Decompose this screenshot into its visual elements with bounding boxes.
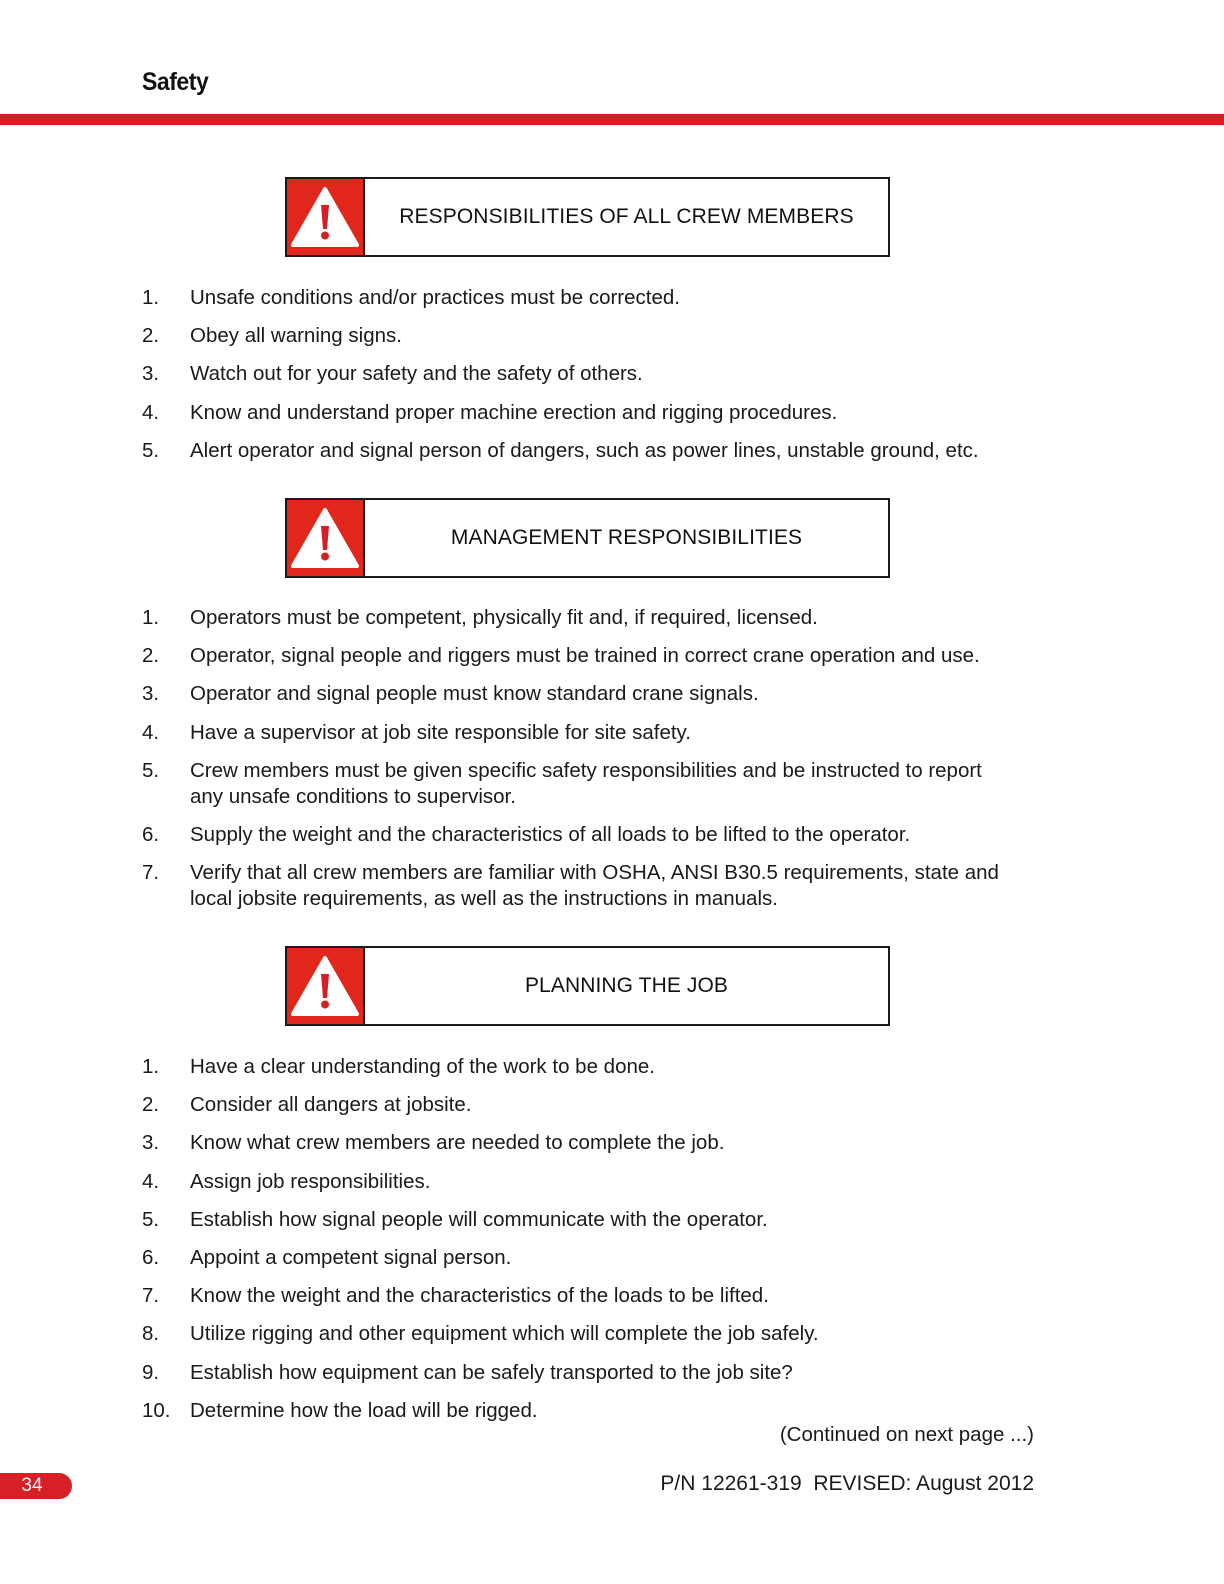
item-text: Have a supervisor at job site responsible for site safety. bbox=[190, 720, 691, 744]
list-item bbox=[142, 1283, 1042, 1309]
planning-job-list bbox=[142, 1054, 1042, 1436]
item-number: 5. bbox=[142, 758, 160, 782]
item-text: Appoint a competent signal person. bbox=[190, 1245, 512, 1269]
continued-note: (Continued on next page ...) bbox=[779, 1423, 1034, 1446]
header-rule bbox=[0, 114, 1224, 125]
item-number: 7. bbox=[142, 861, 160, 885]
item-text: Determine how the load will be rigged. bbox=[190, 1398, 538, 1422]
list-item bbox=[142, 860, 1042, 912]
list-item bbox=[142, 285, 1042, 311]
item-text: Crew members must be given specific safety responsibilities and be instructed to report any unsafe conditions to supervisor. bbox=[190, 758, 982, 808]
list-item bbox=[142, 1130, 1042, 1156]
list-item bbox=[142, 822, 1042, 848]
item-text: Verify that all crew members are familiar with OSHA, ANSI B30.5 requirements, state and local jobsite requirements, as well as the instructions in manuals. bbox=[190, 861, 999, 911]
list-item bbox=[142, 1207, 1042, 1233]
list-item bbox=[142, 1092, 1042, 1118]
warning-triangle-icon bbox=[290, 185, 360, 249]
item-number: 6. bbox=[142, 1245, 160, 1269]
warning-title: RESPONSIBILITIES OF ALL CREW MEMBERS bbox=[399, 205, 854, 228]
warning-icon-cell bbox=[287, 179, 365, 255]
item-text: Unsafe conditions and/or practices must be corrected. bbox=[190, 286, 680, 309]
item-text: Consider all dangers at jobsite. bbox=[190, 1093, 472, 1117]
item-text: Know and understand proper machine erection and rigging procedures. bbox=[190, 400, 838, 424]
item-number: 5. bbox=[142, 1207, 160, 1231]
item-number: 4. bbox=[142, 400, 160, 424]
item-text: Have a clear understanding of the work to be done. bbox=[190, 1055, 655, 1078]
item-text: Obey all warning signs. bbox=[190, 324, 402, 348]
list-item bbox=[142, 361, 1042, 387]
list-item bbox=[142, 323, 1042, 349]
page-section-title: Safety bbox=[142, 68, 209, 96]
list-item bbox=[142, 438, 1042, 464]
item-number: 2. bbox=[142, 644, 160, 668]
warning-title: PLANNING THE JOB bbox=[524, 974, 729, 997]
item-number: 4. bbox=[142, 720, 160, 744]
list-item bbox=[142, 1398, 1042, 1424]
list-item bbox=[142, 1169, 1042, 1195]
item-text: Operator, signal people and riggers must be trained in correct crane operation and use. bbox=[190, 644, 980, 668]
item-text: Know the weight and the characteristics of the loads to be lifted. bbox=[190, 1284, 769, 1308]
page-number-badge: 34 bbox=[0, 1473, 72, 1499]
list-item bbox=[142, 605, 1042, 631]
warning-triangle-icon bbox=[290, 506, 360, 570]
item-number: 2. bbox=[142, 1093, 160, 1117]
item-number: 2. bbox=[142, 324, 160, 348]
item-text: Supply the weight and the characteristics of all loads to be lifted to the operator. bbox=[190, 822, 911, 846]
item-number: 3. bbox=[142, 1131, 160, 1155]
item-number: 1. bbox=[142, 606, 160, 629]
warning-box-planning bbox=[285, 946, 890, 1026]
crew-responsibilities-list bbox=[142, 285, 1042, 476]
list-item bbox=[142, 1321, 1042, 1347]
item-text: Know what crew members are needed to complete the job. bbox=[190, 1131, 725, 1155]
list-item bbox=[142, 643, 1042, 669]
item-number: 1. bbox=[142, 1055, 160, 1078]
list-item bbox=[142, 758, 1042, 810]
item-text: Establish how equipment can be safely transported to the job site? bbox=[190, 1360, 793, 1384]
warning-title: MANAGEMENT RESPONSIBILITIES bbox=[450, 526, 803, 549]
item-number: 6. bbox=[142, 822, 160, 846]
item-number: 1. bbox=[142, 286, 160, 309]
item-number: 8. bbox=[142, 1322, 160, 1346]
warning-triangle-icon bbox=[290, 954, 360, 1018]
item-number: 9. bbox=[142, 1360, 160, 1384]
item-text: Establish how signal people will communicate with the operator. bbox=[190, 1207, 768, 1231]
item-text: Operator and signal people must know standard crane signals. bbox=[190, 682, 759, 706]
item-number: 3. bbox=[142, 362, 160, 386]
item-text: Operators must be competent, physically fit and, if required, licensed. bbox=[190, 606, 818, 629]
list-item bbox=[142, 1360, 1042, 1386]
warning-icon-cell bbox=[287, 948, 365, 1024]
item-number: 3. bbox=[142, 682, 160, 706]
item-text: Watch out for your safety and the safety of others. bbox=[190, 362, 643, 386]
warning-box-management bbox=[285, 498, 890, 578]
list-item bbox=[142, 681, 1042, 707]
item-number: 4. bbox=[142, 1169, 160, 1193]
item-number: 5. bbox=[142, 438, 160, 462]
list-item bbox=[142, 1245, 1042, 1271]
management-responsibilities-list bbox=[142, 605, 1042, 924]
item-number: 10. bbox=[142, 1398, 171, 1422]
warning-box-crew bbox=[285, 177, 890, 257]
item-text: Assign job responsibilities. bbox=[190, 1169, 431, 1193]
list-item bbox=[142, 720, 1042, 746]
item-number: 7. bbox=[142, 1284, 160, 1308]
item-text: Utilize rigging and other equipment which will complete the job safely. bbox=[190, 1322, 819, 1346]
footer-part-number: P/N 12261-319 REVISED: August 2012 bbox=[660, 1472, 1034, 1495]
list-item bbox=[142, 400, 1042, 426]
warning-icon-cell bbox=[287, 500, 365, 576]
item-text: Alert operator and signal person of dangers, such as power lines, unstable ground, etc. bbox=[190, 438, 979, 462]
list-item bbox=[142, 1054, 1042, 1080]
